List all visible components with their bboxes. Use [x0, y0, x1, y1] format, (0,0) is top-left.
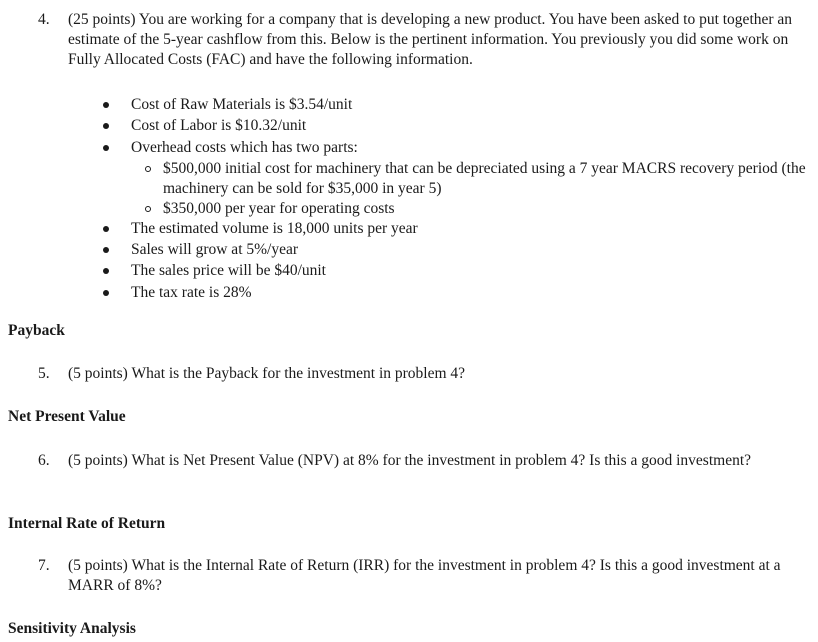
question-text: (25 points) You are working for a company that is developing a new product. You have been asked to put together an estimate of the 5-year cashflow from this. Below is the pertinent information. You previously you did some work on Fully Allocated Costs (FAC) and have the following information.	[68, 11, 793, 68]
question-6	[38, 451, 808, 471]
question-text: (5 points) What is Net Present Value (NPV) at 8% for the investment in problem 4? Is this a good investment?	[68, 452, 752, 469]
question-number: 4.	[38, 11, 50, 28]
section-heading-sensitivity: Sensitivity Analysis	[8, 620, 136, 637]
question-text: (5 points) What is the Internal Rate of Return (IRR) for the investment in problem 4? Is this a good investment at a MARR of 8%?	[68, 557, 781, 594]
list-item	[103, 283, 808, 303]
hollow-bullet-icon	[145, 166, 151, 172]
list-item-text: The sales price will be $40/unit	[131, 262, 326, 280]
bullet-icon	[103, 247, 109, 253]
info-bullet-list	[103, 95, 808, 304]
question-7	[38, 556, 808, 596]
section-heading-npv: Net Present Value	[8, 408, 126, 425]
bullet-icon	[103, 290, 109, 296]
list-item-text: Cost of Labor is $10.32/unit	[131, 117, 307, 135]
bullet-icon	[103, 268, 109, 274]
list-item	[103, 95, 808, 115]
list-item-text: Overhead costs which has two parts:	[131, 138, 358, 156]
question-number: 7.	[38, 557, 50, 574]
list-item-text: Sales will grow at 5%/year	[131, 241, 299, 259]
bullet-icon	[103, 226, 109, 232]
sub-list-item-text: $500,000 initial cost for machinery that can be depreciated using a 7 year MACRS recovery period (the machinery can be sold for $35,000 in year 5)	[163, 159, 806, 197]
list-item	[103, 116, 808, 136]
question-number: 5.	[38, 365, 50, 382]
bullet-icon	[103, 102, 109, 108]
list-item	[103, 261, 808, 281]
list-item	[103, 240, 808, 260]
sub-list-item-text: $350,000 per year for operating costs	[163, 199, 395, 217]
section-heading-irr: Internal Rate of Return	[8, 515, 166, 532]
list-item-text: The tax rate is 28%	[131, 283, 252, 301]
list-item	[103, 138, 808, 158]
list-item-text: Cost of Raw Materials is $3.54/unit	[131, 96, 353, 113]
section-heading-payback: Payback	[8, 322, 65, 339]
hollow-bullet-icon	[145, 206, 151, 212]
question-4	[38, 10, 808, 70]
list-item	[103, 219, 808, 239]
sub-list-item	[103, 159, 808, 199]
question-number: 6.	[38, 452, 50, 469]
bullet-icon	[103, 123, 109, 129]
question-text: (5 points) What is the Payback for the investment in problem 4?	[68, 365, 466, 382]
list-item-text: The estimated volume is 18,000 units per year	[131, 219, 418, 237]
sub-list-item	[103, 199, 808, 219]
question-5	[38, 364, 808, 384]
bullet-icon	[103, 145, 109, 151]
